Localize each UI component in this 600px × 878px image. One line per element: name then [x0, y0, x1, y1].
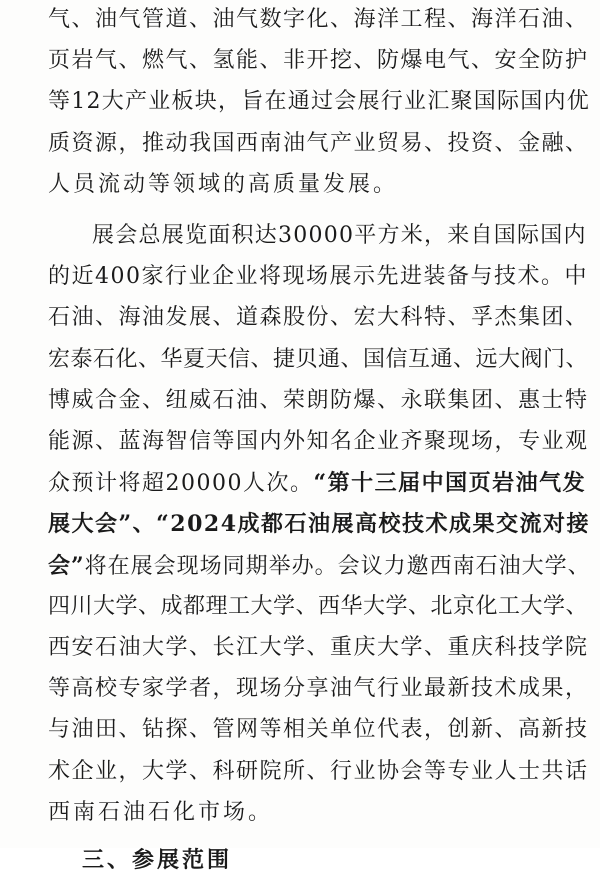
paragraph2-line-10: 四川大学、成都理工大学、西华大学、北京化工大学、	[48, 594, 589, 619]
paragraph2-line-8: 展大会”、“2024成都石油展高校技术成果交流对接	[48, 511, 591, 537]
paragraph1-line-1: 气、油气管道、油气数字化、海洋工程、海洋石油、	[48, 7, 589, 32]
paragraph2-line-5: 博威合金、纽威石油、荣朗防爆、永联集团、惠士特	[48, 388, 589, 413]
paragraph2-line-9-bold: 会”	[48, 553, 85, 579]
paragraph1-line-4: 质资源，推动我国西南油气产业贸易、投资、金融、	[48, 131, 589, 156]
paragraph2-line-12: 等高校专家学者，现场分享油气行业最新技术成果，	[48, 676, 589, 701]
paragraph2-line-9-normal: 将在展会现场同期举办。会议力邀西南石油大学、	[84, 554, 591, 579]
paragraph2-line-7-normal: 众预计将超20000人次。	[48, 471, 314, 496]
paragraph2-line-6: 能源、蓝海智信等国内外知名企业齐聚现场，专业观	[48, 429, 589, 454]
paragraph2-line-4: 宏泰石化、华夏天信、捷贝通、国信互通、远大阀门、	[48, 347, 589, 372]
paragraph2-line-13: 与油田、钻探、管网等相关单位代表，创新、高新技	[48, 717, 589, 742]
paragraph2-line-9	[48, 548, 591, 584]
section-heading: 三、参展范围	[82, 847, 233, 873]
paragraph2-line-1: 展会总展览面积达30000平方米，来自国际国内	[92, 223, 587, 248]
paragraph2-line-7	[48, 465, 586, 501]
paragraph1-line-3: 等12大产业板块，旨在通过会展行业汇聚国际国内优	[48, 89, 590, 114]
paragraph2-line-7-bold: “第十三届中国页岩油气发	[313, 470, 587, 496]
paragraph2-line-2: 的近400家行业企业将现场展示先进装备与技术。中	[48, 264, 588, 289]
paragraph2-line-3: 石油、海油发展、道森股份、宏大科特、孚杰集团、	[48, 305, 589, 330]
paragraph2-line-11: 西安石油大学、长江大学、重庆大学、重庆科技学院	[48, 635, 589, 660]
paragraph2-line-15: 西南石油石化市场。	[48, 800, 274, 825]
paragraph1-line-2: 页岩气、燃气、氢能、非开挖、防爆电气、安全防护	[48, 48, 589, 73]
paragraph1-line-5: 人员流动等领域的高质量发展。	[48, 172, 399, 197]
paragraph2-line-14: 术企业，大学、科研院所、行业协会等专业人士共话	[48, 759, 589, 784]
